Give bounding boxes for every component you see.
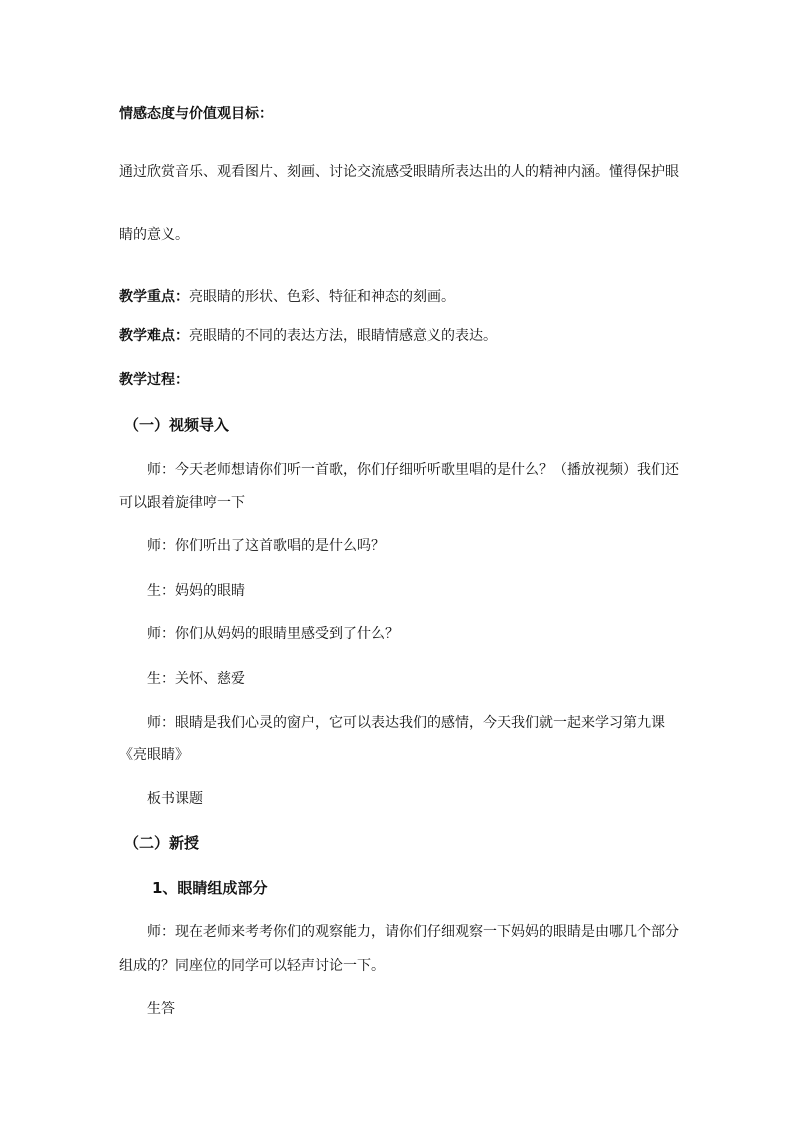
paragraph-7: 板书课题: [147, 791, 203, 807]
difficulty-label: 教学难点：: [119, 328, 189, 344]
paragraph-5: 生：关怀、慈爱: [147, 671, 245, 687]
paragraph-6-line-1: 师：眼睛是我们心灵的窗户，它可以表达我们的感情，今天我们就一起来学习第九课: [147, 715, 665, 731]
paragraph-8-line-2: 组成的？同座位的同学可以轻声讨论一下。: [119, 958, 385, 974]
paragraph-6-line-2: 《亮眼睛》: [119, 747, 189, 763]
goal-text-line-1: 通过欣赏音乐、观看图片、刻画、讨论交流感受眼睛所表达出的人的精神内涵。懂得保护眼: [119, 164, 679, 180]
difficulty-line: [119, 326, 497, 346]
key-point-label: 教学重点：: [119, 289, 189, 305]
paragraph-2: 师：你们听出了这首歌唱的是什么吗？: [147, 538, 385, 554]
paragraph-4: 师：你们从妈妈的眼睛里感受到了什么？: [147, 626, 399, 642]
key-point-text: 亮眼睛的形状、色彩、特征和神态的刻画。: [189, 289, 455, 305]
paragraph-1-line-1: 师：今天老师想请你们听一首歌，你们仔细听听歌里唱的是什么？（播放视频）我们还: [147, 462, 679, 478]
paragraph-9: 生答: [147, 1001, 175, 1017]
difficulty-text: 亮眼睛的不同的表达方法，眼睛情感意义的表达。: [189, 328, 497, 344]
key-point-line: [119, 287, 455, 307]
process-heading: 教学过程：: [119, 372, 189, 388]
section-2-heading: （二）新授: [124, 834, 200, 852]
section-1-heading: （一）视频导入: [124, 416, 230, 434]
goal-text-line-2: 睛的意义。: [119, 227, 189, 243]
goal-heading: 情感态度与价值观目标：: [119, 106, 273, 122]
paragraph-3: 生：妈妈的眼睛: [147, 583, 245, 599]
paragraph-1-line-2: 可以跟着旋律哼一下: [119, 495, 245, 511]
paragraph-8-line-1: 师：现在老师来考考你们的观察能力，请你们仔细观察一下妈妈的眼睛是由哪几个部分: [147, 924, 679, 940]
subsection-1-heading: 1、眼睛组成部分: [152, 879, 268, 897]
